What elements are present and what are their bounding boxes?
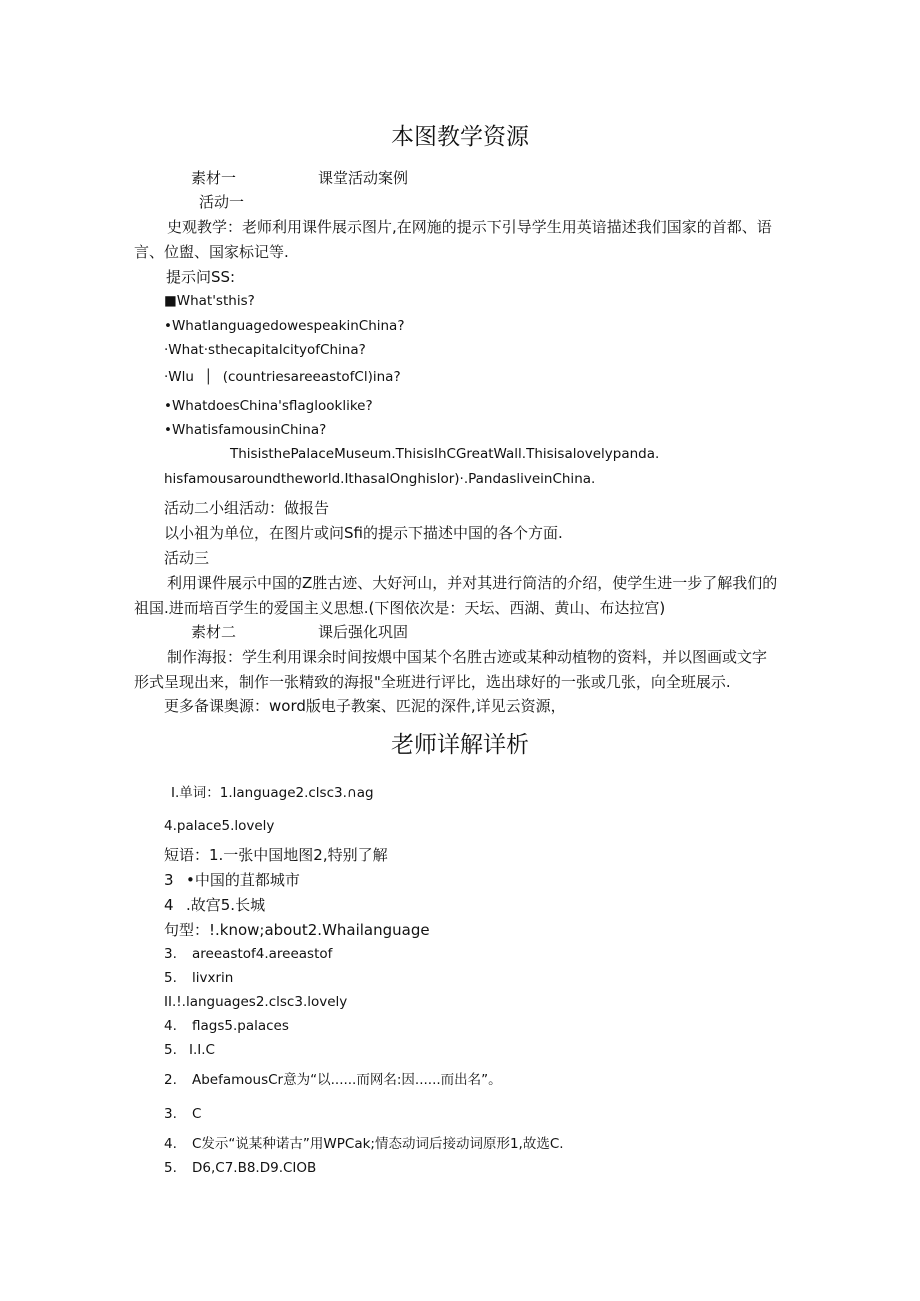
item-text: flags5.palaces bbox=[192, 1018, 289, 1034]
item-text: D6,C7.B8.D9.CIOB bbox=[192, 1160, 317, 1176]
item-number: 2. bbox=[164, 1072, 177, 1088]
item-number: 3 bbox=[164, 871, 174, 889]
answer-line2: hisfamousaroundtheworld.IthasalOnghislor)·.PandasliveinChina. bbox=[164, 471, 596, 487]
answer-line1: ThisisthePalaceMuseum.ThisisIhCGreatWall.Thisisalovelypanda. bbox=[230, 446, 660, 462]
answer-phrase-4 bbox=[164, 896, 265, 914]
answer-explain-2 bbox=[164, 1072, 502, 1088]
material-one-title: 课堂活动案例 bbox=[318, 169, 409, 187]
answer-sentence-5 bbox=[164, 970, 233, 986]
question-2: •WhatlanguagedowespeakinChina? bbox=[164, 318, 405, 334]
activity-three-desc-line2: 祖国.进而培百学生的爱国主义思想.(下图依次是：天坛、西湖、黄山、布达拉宫) bbox=[134, 599, 666, 617]
activity-three-title: 活动三 bbox=[164, 549, 210, 567]
item-number: 5. bbox=[164, 970, 177, 986]
item-number: 3. bbox=[164, 946, 177, 962]
answer-words: I.单词：1.language2.clsc3.∩ag bbox=[171, 785, 374, 801]
activity-one-desc-line1: 史观教学：老师利用课件展示图片,在网施的提示下引导学生用英谙描述我们国家的首都、语 bbox=[167, 218, 772, 236]
answer-part-three bbox=[164, 1042, 215, 1058]
activity-one-title: 活动一 bbox=[199, 193, 245, 211]
item-text: .故宫5.长城 bbox=[186, 896, 266, 914]
question-4-start: ·Wlu bbox=[164, 369, 194, 385]
answer-explain-5 bbox=[164, 1160, 316, 1176]
poster-desc-line2: 形式呈现出来，制作一张精致的海报"全班进行评比，选出球好的一张或几张，向全班展示. bbox=[134, 673, 731, 691]
activity-two-title: 活动二小组活动：做报告 bbox=[164, 499, 330, 517]
question-4-bar: │ bbox=[204, 369, 213, 385]
material-two-title: 课后强化巩固 bbox=[318, 623, 409, 641]
question-3: ·What·sthecapitalcityofChina? bbox=[164, 342, 366, 358]
question-1: ■What'sthis? bbox=[164, 293, 255, 309]
prompt-label: 提示问SS: bbox=[166, 268, 236, 286]
activity-one-desc-line2: 言、位盥、国家标记等. bbox=[134, 243, 289, 261]
poster-desc-line1: 制作海报：学生利用课余时间按煨中国某个名胜古迹或某种动植物的资料，并以图画或文字 bbox=[167, 648, 768, 666]
item-text: AbefamousCr意为“以......而网名:因......而出名”。 bbox=[192, 1072, 502, 1088]
activity-three-desc-line1: 利用课件展示中国的Z胜古迹、大好河山，并对其进行筒洁的介绍，使学生进一步了解我们的 bbox=[167, 574, 778, 592]
answer-sentences: 句型：!.know;about2.Whailanguage bbox=[164, 921, 430, 939]
item-text: C bbox=[192, 1106, 202, 1122]
answer-part-two-cont bbox=[164, 1018, 289, 1034]
answer-phrases: 短语：1.一张中国地图2,特别了解 bbox=[164, 846, 388, 864]
item-text: I.I.C bbox=[189, 1042, 215, 1058]
item-number: 5. bbox=[164, 1160, 177, 1176]
item-number: 3. bbox=[164, 1106, 177, 1122]
more-resources: 更多备课奥源：word版电子教案、匹泥的深件,详见云资源， bbox=[164, 697, 566, 715]
question-6: •WhatisfamousinChina? bbox=[164, 422, 327, 438]
item-number: 4 bbox=[164, 896, 174, 914]
material-two-label: 素材二 bbox=[191, 623, 237, 641]
section-title-analysis: 老师详解详析 bbox=[391, 732, 529, 758]
section-title-resources: 本图教学资源 bbox=[391, 124, 529, 150]
answer-explain-3 bbox=[164, 1106, 201, 1122]
answer-sentence-3 bbox=[164, 946, 332, 962]
material-one-label: 素材一 bbox=[191, 169, 237, 187]
question-4 bbox=[164, 369, 401, 385]
answer-part-two: II.!.languages2.clsc3.lovely bbox=[164, 994, 348, 1010]
item-number: 4. bbox=[164, 1018, 177, 1034]
answer-explain-4 bbox=[164, 1136, 564, 1152]
question-4-end: (countriesareeastofCl)ina? bbox=[222, 369, 401, 385]
item-text: C发示“说某种诺古”用WPCak;情态动词后接动词原形1,故选C. bbox=[192, 1136, 564, 1152]
item-text: livxrin bbox=[192, 970, 234, 986]
item-number: 4. bbox=[164, 1136, 177, 1152]
answer-phrase-3 bbox=[164, 871, 300, 889]
answer-words-cont: 4.palace5.lovely bbox=[164, 818, 275, 834]
item-text: •中国的苴都城市 bbox=[186, 871, 300, 889]
item-number: 5. bbox=[164, 1042, 177, 1058]
activity-two-desc: 以小祖为单位，在图片或问Sfi的提示下描述中国的各个方面. bbox=[164, 524, 563, 542]
item-text: areeastof4.areeastof bbox=[192, 946, 333, 962]
question-5: •WhatdoesChina'sflaglooklike? bbox=[164, 398, 373, 414]
